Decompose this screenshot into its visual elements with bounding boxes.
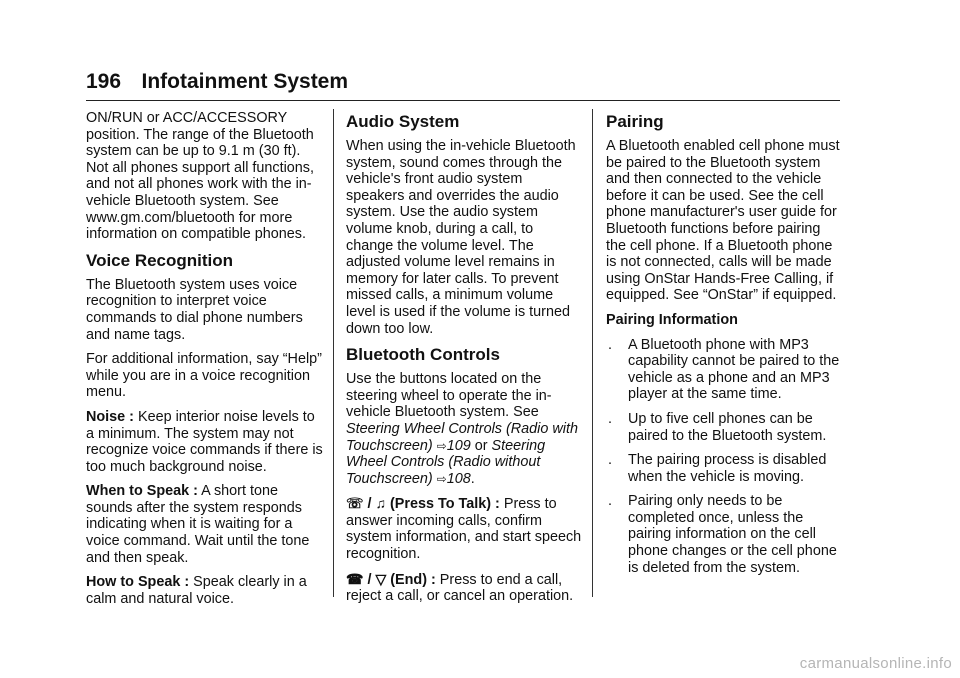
xref-page-2[interactable]: 108 bbox=[446, 470, 471, 487]
end-call-icon: ☎ bbox=[346, 570, 364, 587]
how-text: Speak clearly in a calm and natural voice. bbox=[86, 574, 307, 607]
column-divider-2 bbox=[592, 109, 593, 597]
intro-paragraph: ON/RUN or ACC/ACCESSORY position. The range of the Bluetooth system can be up to 9.1 m (30 ft). Not all phones support all functions, and not all phones work with the in-vehicle Bluetooth system. See www.gm.com/bluetooth for more information on compatible phones. bbox=[86, 110, 314, 243]
page-ref-arrow-icon: ⇨ bbox=[436, 438, 447, 453]
noise-text: Keep interior noise levels to a minimum. The system may not recognize voice commands if there is too much background noise. bbox=[86, 408, 323, 475]
when-text: A short tone sounds after the system responds indicating when it is waiting for a voice command. Wait until the tone and then speak. bbox=[86, 483, 310, 566]
column-1 bbox=[86, 110, 326, 615]
xref-page-1[interactable]: 109 bbox=[446, 437, 471, 454]
how-paragraph bbox=[86, 574, 326, 607]
pairing-bullet-list bbox=[606, 337, 842, 577]
ptt-text: Press to answer incoming calls, confirm system information, and start speech recognition. bbox=[346, 496, 582, 563]
section-title: Infotainment System bbox=[141, 70, 349, 93]
column-3 bbox=[606, 110, 842, 584]
watermark: carmanualsonline.info bbox=[799, 655, 952, 672]
list-item: . A Bluetooth phone with MP3 capability cannot be paired to the vehicle as a phone and an MP3 player at the same time. bbox=[608, 336, 840, 403]
ptt-paragraph: ☏ / ♫ (Press To Talk) : Press to answer incoming calls, confirm system information, and start speech recognition. bbox=[346, 495, 582, 563]
end-text: Press to end a call, reject a call, or cancel an operation. bbox=[346, 571, 574, 605]
when-paragraph bbox=[86, 483, 326, 566]
xref-steering-with-touchscreen[interactable]: Steering Wheel Controls (Radio with Touchscreen) bbox=[346, 420, 578, 454]
push-to-talk-icon: ☏ bbox=[346, 495, 364, 512]
page-number: 196 bbox=[86, 70, 122, 93]
end-paragraph: ☎ / ▽ (End) : Press to end a call, reject a call, or cancel an operation. bbox=[346, 570, 574, 605]
heading-bluetooth-controls: Bluetooth Controls bbox=[346, 345, 500, 365]
bullet-icon: . bbox=[608, 452, 612, 469]
header-rule bbox=[86, 100, 840, 101]
controls-text: Use the buttons located on the steering wheel to operate the in-vehicle Bluetooth system. See bbox=[346, 371, 552, 421]
voice-command-icon: ♫ bbox=[375, 495, 387, 512]
list-item: . The pairing process is disabled when the vehicle is moving. bbox=[608, 452, 827, 485]
bullet-icon: . bbox=[608, 410, 612, 427]
bullet-icon: . bbox=[608, 493, 612, 510]
when-label: When to Speak : bbox=[86, 483, 198, 500]
noise-label: Noise : bbox=[86, 408, 134, 425]
xref-steering-without-touchscreen[interactable]: Steering Wheel Controls (Radio without Touchscreen) bbox=[346, 437, 546, 487]
how-label: How to Speak : bbox=[86, 574, 190, 591]
heading-voice-recognition: Voice Recognition bbox=[86, 250, 234, 270]
audio-paragraph: When using the in-vehicle Bluetooth system, sound comes through the vehicle's front audio system speakers and overrides the audio system. Use the audio system volume knob, during a call, to change the volume level. The adjusted volume level remains in memory for later calls. To prevent missed calls, a minimum volume level is used if the volume is turned down too low. bbox=[346, 138, 576, 337]
page-header bbox=[86, 70, 348, 98]
or-text: or bbox=[474, 437, 488, 454]
noise-paragraph bbox=[86, 409, 326, 475]
controls-paragraph: Use the buttons located on the steering wheel to operate the in-vehicle Bluetooth system. See Steering Wheel Controls (Radio with Touchscreen) ⇨109 or Steering Wheel Controls (Radio without Touchscreen) ⇨108. bbox=[346, 371, 578, 487]
pairing-paragraph: A Bluetooth enabled cell phone must be paired to the Bluetooth system and then connected to the vehicle before it can be used. See the cell phone manufacturer's user guide for Bluetooth functions before pairing the cell phone. If a Bluetooth phone is not connected, calls will be made using OnStar Hands-Free Calling, if equipped. See “OnStar” if equipped. bbox=[606, 138, 840, 304]
voice-paragraph-2: For additional information, say “Help” while you are in a voice recognition menu. bbox=[86, 351, 322, 401]
list-item: . Pairing only needs to be completed once, unless the pairing information on the cell phone changes or the cell phone is deleted from the system. bbox=[608, 493, 837, 576]
ptt-label: (Press To Talk) : bbox=[390, 496, 500, 513]
page-ref-arrow-icon: ⇨ bbox=[436, 471, 447, 486]
mute-down-triangle-icon: ▽ bbox=[375, 570, 387, 587]
column-divider-1 bbox=[333, 109, 334, 597]
bullet-icon: . bbox=[608, 336, 612, 353]
end-label: (End) : bbox=[390, 571, 436, 588]
heading-pairing: Pairing bbox=[606, 112, 664, 131]
voice-paragraph-1: The Bluetooth system uses voice recognition to interpret voice commands to dial phone numbers and name tags. bbox=[86, 276, 303, 343]
list-item: . Up to five cell phones can be paired to the Bluetooth system. bbox=[608, 410, 827, 444]
pairing-info-subheading: Pairing Information bbox=[606, 311, 738, 328]
column-2 bbox=[346, 110, 584, 613]
heading-audio-system: Audio System bbox=[346, 112, 460, 131]
